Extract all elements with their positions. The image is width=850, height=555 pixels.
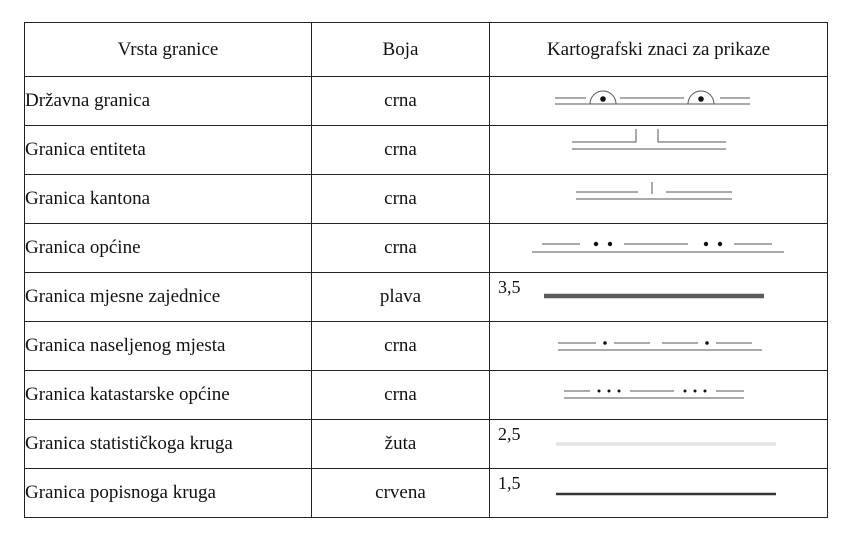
table-row [25, 322, 828, 371]
line-width-label: 2,5 [498, 424, 521, 444]
table-row [25, 224, 828, 273]
statistical-circle-boundary-symbol [490, 420, 828, 469]
table-header-row [25, 23, 828, 77]
table-row [25, 77, 828, 126]
cadastral-boundary-symbol-graphic [490, 371, 828, 419]
state-boundary-symbol-graphic [490, 77, 828, 125]
boundary-name: Granica mjesne zajednice [25, 273, 312, 322]
boundary-name: Granica entiteta [25, 126, 312, 175]
local-community-line-graphic [490, 273, 828, 321]
municipality-boundary-symbol [490, 224, 828, 273]
boundary-name: Granica katastarske općine [25, 371, 312, 420]
header-cartographic-signs: Kartografski znaci za prikaze [490, 23, 828, 77]
canton-boundary-symbol-graphic [490, 175, 828, 223]
canton-boundary-symbol [490, 175, 828, 224]
boundary-color: crna [312, 175, 490, 224]
boundary-color: žuta [312, 420, 490, 469]
state-boundary-symbol [490, 77, 828, 126]
boundary-name: Granica naseljenog mjesta [25, 322, 312, 371]
header-boundary-type: Vrsta granice [25, 23, 312, 77]
statistical-circle-line-graphic [490, 420, 828, 468]
boundary-color: crvena [312, 469, 490, 518]
boundary-color: crna [312, 126, 490, 175]
table-row [25, 126, 828, 175]
line-width-label: 1,5 [498, 473, 521, 493]
table-row [25, 273, 828, 322]
settlement-boundary-symbol [490, 322, 828, 371]
line-width-label: 3,5 [498, 277, 521, 297]
boundary-color: plava [312, 273, 490, 322]
boundary-legend-table [24, 22, 828, 518]
boundary-name: Granica statističkoga kruga [25, 420, 312, 469]
table-row [25, 371, 828, 420]
entity-boundary-symbol-graphic [490, 126, 828, 174]
table-row [25, 469, 828, 518]
boundary-color: crna [312, 371, 490, 420]
table-row [25, 420, 828, 469]
boundary-color: crna [312, 322, 490, 371]
boundary-name: Granica popisnoga kruga [25, 469, 312, 518]
boundary-name: Državna granica [25, 77, 312, 126]
entity-boundary-symbol [490, 126, 828, 175]
municipality-boundary-symbol-graphic [490, 224, 828, 272]
boundary-color: crna [312, 224, 490, 273]
cadastral-boundary-symbol [490, 371, 828, 420]
boundary-color: crna [312, 77, 490, 126]
settlement-boundary-symbol-graphic [490, 322, 828, 370]
census-circle-line-graphic [490, 469, 828, 517]
local-community-boundary-symbol [490, 273, 828, 322]
census-circle-boundary-symbol [490, 469, 828, 518]
table-row [25, 175, 828, 224]
header-color: Boja [312, 23, 490, 77]
boundary-name: Granica općine [25, 224, 312, 273]
boundary-name: Granica kantona [25, 175, 312, 224]
